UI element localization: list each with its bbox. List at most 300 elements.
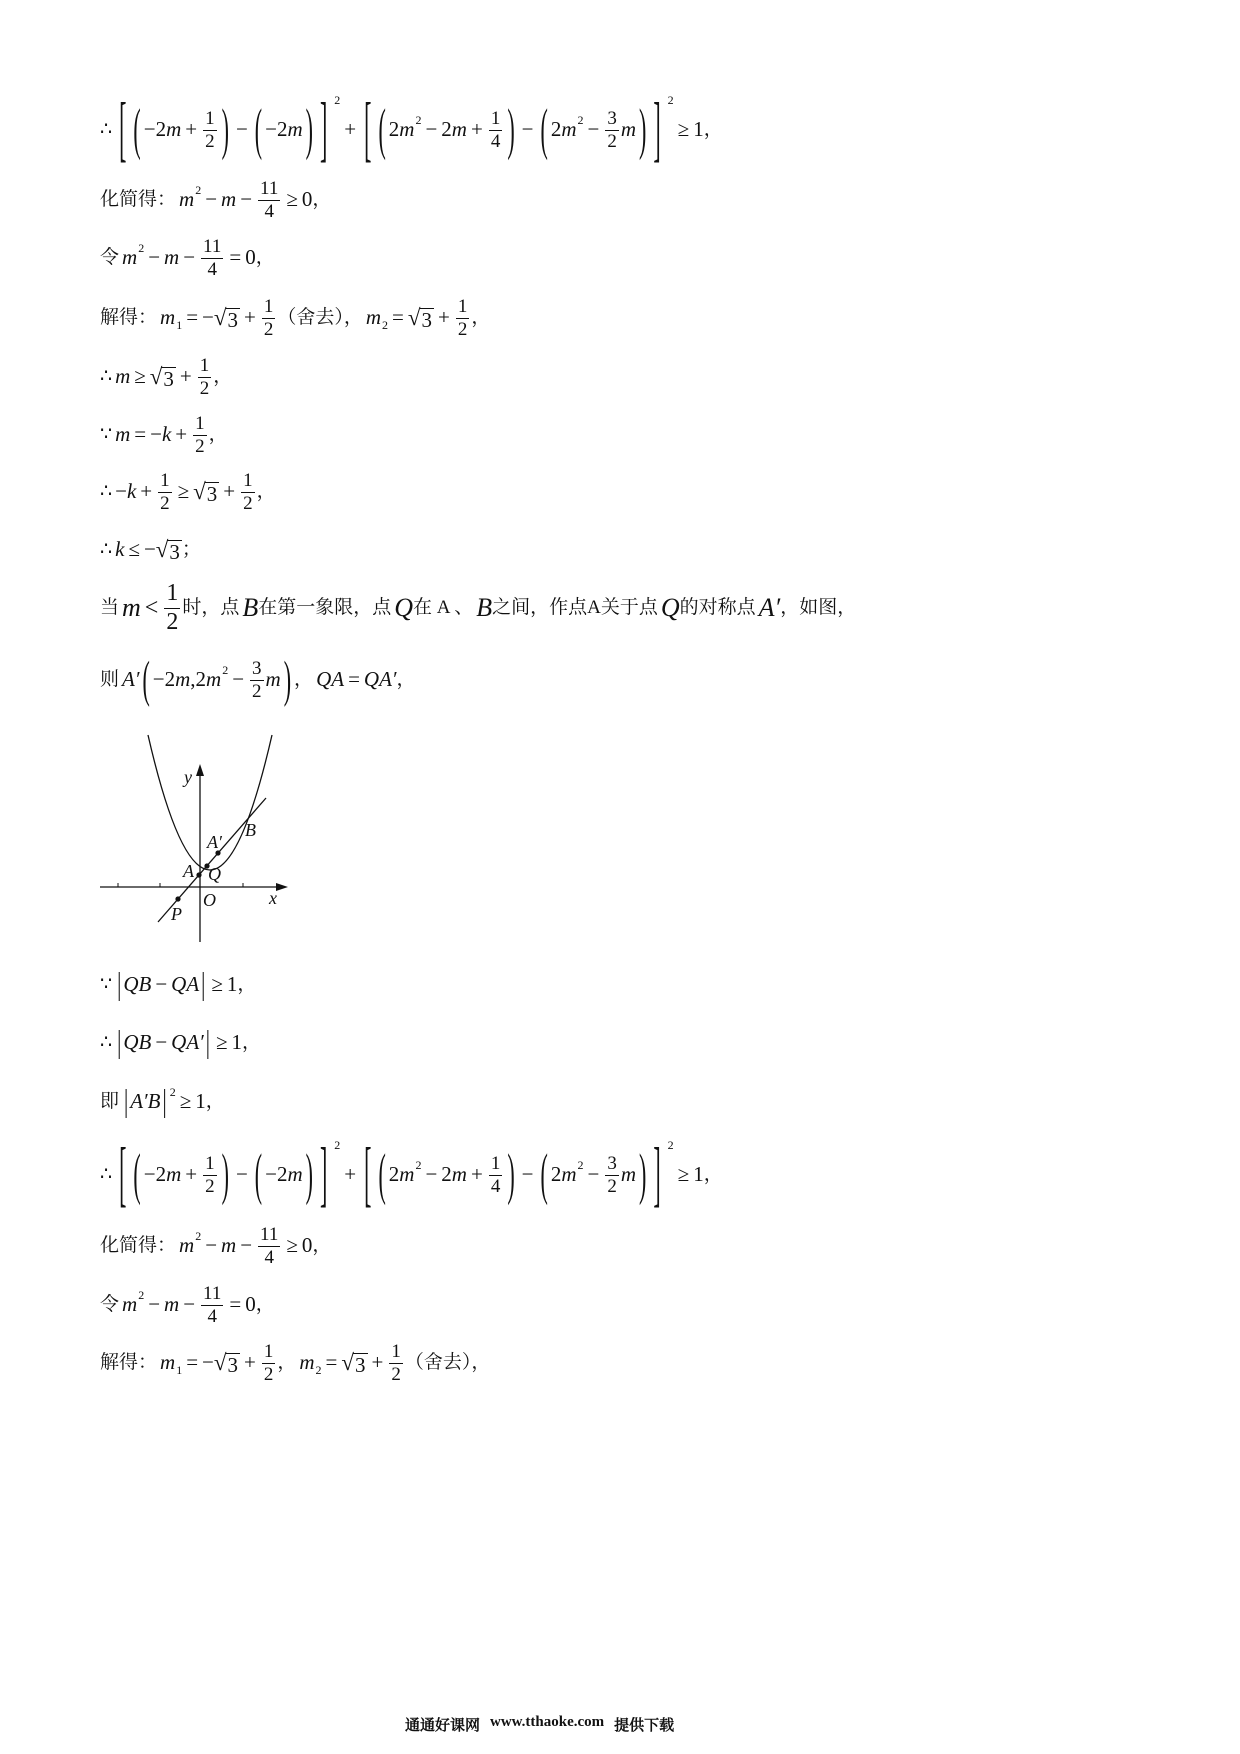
math-operator: − <box>232 667 245 692</box>
math-operator: + <box>470 117 483 142</box>
square-root <box>214 305 240 330</box>
origin-label: O <box>203 890 216 910</box>
text-run: ； <box>181 538 201 560</box>
superscript: 2 <box>334 92 341 107</box>
solution-line-1 <box>100 86 726 170</box>
math-operator: + <box>185 117 198 142</box>
math-symbol: − <box>150 422 162 447</box>
math-operator: − <box>183 245 196 270</box>
math-operator: + <box>438 305 450 330</box>
radicand: 3 <box>355 1352 366 1377</box>
math-variable: m <box>115 422 131 447</box>
math-operator: ≥ <box>677 1162 690 1187</box>
denominator: 2 <box>607 1175 617 1197</box>
math-variable: m <box>399 117 415 142</box>
math-operator: = <box>392 305 404 330</box>
text-run: ， <box>703 118 723 140</box>
denominator: 2 <box>199 377 210 399</box>
math-symbol: 1 <box>226 972 238 997</box>
radicand: 3 <box>227 1352 238 1377</box>
math-operator: + <box>344 1162 357 1187</box>
math-variable: m <box>221 1233 237 1258</box>
fraction <box>164 580 180 636</box>
point-b-label: B <box>245 820 256 840</box>
superscript: 2 <box>195 1228 202 1243</box>
radicand: 3 <box>163 366 174 391</box>
math-operator: ≥ <box>179 1089 192 1114</box>
text-run: 即 <box>100 1090 120 1112</box>
math-variable: k <box>161 422 172 447</box>
superscript: 2 <box>415 1157 422 1172</box>
footer-site-name: 通通好课网 <box>405 1718 481 1734</box>
square-bracket: [ <box>364 86 372 169</box>
fraction <box>203 108 217 153</box>
math-symbol: 2 <box>441 1162 452 1187</box>
math-operator: ≥ <box>286 1233 298 1258</box>
fraction <box>489 1153 503 1198</box>
math-symbol: 0 <box>301 187 313 212</box>
subscript: 1 <box>176 1362 183 1377</box>
math-variable: m <box>265 667 281 692</box>
text-run: 解得： <box>100 306 158 328</box>
math-symbol: − <box>115 479 127 504</box>
math-symbol: 2 <box>550 117 562 142</box>
solution-line-3 <box>100 228 278 288</box>
radical-sign: √ <box>213 305 227 331</box>
math-variable: m <box>122 245 138 270</box>
denominator: 4 <box>490 1175 501 1197</box>
solution-line-14 <box>100 1131 726 1215</box>
numerator: 1 <box>490 1152 501 1174</box>
parenthesis: ( <box>378 1140 386 1206</box>
x-axis-label: x <box>269 888 277 908</box>
square-root <box>156 537 182 562</box>
math-variable: m <box>620 117 636 142</box>
math-symbol: −2 <box>143 117 167 142</box>
fraction <box>193 413 207 458</box>
text-run: 的对称点 <box>679 596 756 618</box>
math-variable: k <box>115 537 125 562</box>
parenthesis: ) <box>221 1140 229 1206</box>
superscript: 2 <box>577 112 584 127</box>
superscript: 2 <box>667 1137 674 1152</box>
math-variable: m <box>561 117 577 142</box>
math-variable: m <box>221 187 237 212</box>
numerator: 3 <box>607 1152 617 1174</box>
text-run: 令 <box>100 246 120 268</box>
text-run: 令 <box>100 1293 120 1315</box>
math-operator: = <box>229 245 242 270</box>
denominator: 2 <box>263 1363 274 1385</box>
math-operator: − <box>425 1162 438 1187</box>
math-operator: − <box>587 1162 600 1187</box>
solution-line-6 <box>100 405 231 465</box>
denominator: 2 <box>195 435 205 457</box>
math-operator: = <box>229 1292 242 1317</box>
math-operator: + <box>244 305 256 330</box>
fraction <box>258 1224 280 1269</box>
math-symbol: − <box>202 1350 214 1375</box>
denominator: 2 <box>205 1175 215 1197</box>
math-symbol: 2 <box>550 1162 562 1187</box>
math-operator: − <box>240 1233 253 1258</box>
math-symbol: 0 <box>301 1233 313 1258</box>
solution-line-17 <box>100 1333 493 1393</box>
math-operator: = <box>325 1350 338 1375</box>
superscript: 2 <box>577 1157 584 1172</box>
text-run: 之间，作点A关于点 <box>492 596 658 618</box>
math-operator: − <box>183 1292 196 1317</box>
numerator: 1 <box>457 295 468 317</box>
parenthesis: ( <box>254 1140 263 1206</box>
math-variable: m <box>166 1162 182 1187</box>
text-run: ， <box>277 1351 297 1373</box>
text-run: ， <box>255 246 275 268</box>
math-variable: m <box>299 1350 315 1375</box>
function-graph-figure <box>95 730 295 950</box>
superscript: 2 <box>222 662 229 677</box>
math-symbol: − <box>143 537 156 562</box>
numerator: 11 <box>260 177 279 199</box>
math-variable: QA <box>316 667 345 692</box>
fraction <box>605 1153 619 1198</box>
denominator: 2 <box>263 318 274 340</box>
math-operator: = <box>348 667 360 692</box>
math-symbol: − <box>202 305 214 330</box>
solution-line-12 <box>100 1013 264 1073</box>
fraction <box>262 296 276 341</box>
math-operator: − <box>148 1292 161 1317</box>
numerator: 1 <box>205 1152 215 1174</box>
absolute-value-bar: | <box>124 1083 129 1120</box>
math-variable: QB <box>123 1030 152 1055</box>
math-variable: A′ <box>122 667 140 692</box>
text-run: （舍去）， <box>277 306 363 328</box>
text-run: ， <box>242 1031 262 1053</box>
text-run: ∴ <box>100 365 113 387</box>
math-variable: m <box>175 667 191 692</box>
absolute-value-bar: | <box>205 1024 210 1061</box>
square-bracket: ] <box>653 86 661 169</box>
square-root <box>341 1350 367 1375</box>
text-run: ， <box>471 306 491 328</box>
absolute-value-bar: | <box>117 966 122 1003</box>
math-operator: < <box>144 594 159 621</box>
fraction <box>203 1153 217 1198</box>
square-bracket: [ <box>119 1131 127 1214</box>
math-variable: A′B <box>130 1089 161 1114</box>
math-symbol: 1 <box>195 1089 206 1114</box>
fraction <box>389 1341 403 1386</box>
superscript: 2 <box>138 1287 145 1302</box>
denominator: 4 <box>490 130 501 152</box>
radical-sign: √ <box>213 1350 227 1376</box>
math-variable: QA′ <box>171 1030 204 1055</box>
math-operator: + <box>185 1162 198 1187</box>
math-symbol: 0 <box>245 245 256 270</box>
point-a-label: A <box>183 861 194 881</box>
radical-sign: √ <box>155 537 169 563</box>
point-a <box>196 872 201 877</box>
point-p-label: P <box>171 904 182 924</box>
math-operator: − <box>205 1233 218 1258</box>
numerator: 11 <box>260 1223 279 1245</box>
math-variable: m <box>160 1350 176 1375</box>
math-operator: + <box>179 364 192 389</box>
denominator: 4 <box>207 258 217 280</box>
text-run: ， <box>237 973 257 995</box>
text-run: 解得： <box>100 1351 158 1373</box>
parenthesis: ) <box>507 1140 515 1206</box>
math-variable: QA′ <box>363 667 397 692</box>
text-run: ， <box>256 480 276 502</box>
fraction <box>198 355 212 400</box>
denominator: 2 <box>252 680 262 702</box>
math-variable: m <box>561 1162 577 1187</box>
math-operator: ≥ <box>211 972 223 997</box>
numerator: 1 <box>243 469 253 491</box>
math-operator: + <box>223 479 236 504</box>
text-run: 化简得： <box>100 1234 177 1256</box>
math-operator: + <box>344 117 357 142</box>
math-operator: + <box>470 1162 483 1187</box>
denominator: 2 <box>160 492 170 514</box>
math-variable: m <box>122 1292 138 1317</box>
numerator: 3 <box>252 657 262 679</box>
math-operator: + <box>140 479 153 504</box>
solution-line-2 <box>100 170 334 230</box>
text-run: ， <box>312 188 332 210</box>
math-symbol: 2 <box>195 667 207 692</box>
radical-sign: √ <box>193 479 206 505</box>
point-q-label: Q <box>208 864 221 884</box>
point-p <box>175 896 180 901</box>
denominator: 2 <box>166 608 179 635</box>
numerator: 1 <box>164 580 180 609</box>
text-run: ，如图， <box>780 596 857 618</box>
math-operator: + <box>371 1350 384 1375</box>
math-variable: m <box>179 1233 195 1258</box>
math-variable: m <box>160 305 176 330</box>
text-run: ∴ <box>100 1031 113 1053</box>
text-run: ， <box>255 1293 275 1315</box>
text-run: ， <box>703 1163 723 1185</box>
fraction <box>250 658 264 703</box>
denominator: 4 <box>264 200 274 222</box>
math-symbol: 1 <box>231 1030 242 1055</box>
page-footer <box>405 1714 674 1735</box>
math-symbol: 2 <box>388 1162 400 1187</box>
x-axis-arrow <box>276 883 288 891</box>
math-operator: − <box>155 972 168 997</box>
math-symbol: 2 <box>388 117 400 142</box>
text-run: ， <box>312 1234 332 1256</box>
solution-line-5 <box>100 347 235 407</box>
numerator: 1 <box>263 1340 274 1362</box>
math-operator: − <box>235 117 248 142</box>
fraction <box>456 296 470 341</box>
math-operator: ≥ <box>177 479 190 504</box>
math-operator: + <box>175 422 188 447</box>
math-variable: m <box>399 1162 415 1187</box>
text-run: 化简得： <box>100 188 177 210</box>
fraction <box>201 236 223 281</box>
text-run: ， <box>396 668 416 690</box>
square-bracket: ] <box>653 1131 661 1214</box>
numerator: 1 <box>195 412 205 434</box>
square-root <box>193 479 219 504</box>
fraction <box>262 1341 276 1386</box>
parenthesis: ( <box>254 95 263 161</box>
math-operator: − <box>587 117 600 142</box>
math-symbol: 1 <box>693 117 704 142</box>
denominator: 2 <box>391 1363 401 1385</box>
fraction <box>158 470 172 515</box>
fraction <box>241 470 255 515</box>
math-operator: − <box>240 187 253 212</box>
fraction <box>605 108 619 153</box>
square-bracket: [ <box>119 86 127 169</box>
denominator: 4 <box>207 1305 217 1327</box>
math-variable: m <box>365 305 382 330</box>
math-operator: ≥ <box>677 117 690 142</box>
parenthesis: ( <box>133 1140 141 1206</box>
math-operator: − <box>235 1162 248 1187</box>
parenthesis: ( <box>378 95 386 161</box>
math-variable: m <box>166 117 182 142</box>
math-operator: − <box>425 117 438 142</box>
point-a-prime-label: A′ <box>207 832 222 852</box>
denominator: 4 <box>264 1246 274 1268</box>
math-symbol: −2 <box>265 1162 288 1187</box>
math-operator: = <box>134 422 147 447</box>
math-operator: = <box>186 1350 199 1375</box>
math-variable: m <box>451 1162 467 1187</box>
solution-line-10 <box>100 645 419 715</box>
math-operator: ≥ <box>134 364 146 389</box>
absolute-value-bar: | <box>201 966 206 1003</box>
text-run: ， <box>213 365 233 387</box>
math-operator: − <box>155 1030 168 1055</box>
numerator: 11 <box>203 235 222 257</box>
text-run: ， <box>205 1090 225 1112</box>
math-operator: ≥ <box>286 187 298 212</box>
solution-line-8 <box>100 520 204 580</box>
solution-line-4 <box>100 288 493 348</box>
subscript: 1 <box>176 317 183 332</box>
y-axis-arrow <box>196 764 204 776</box>
math-symbol: −2 <box>143 1162 167 1187</box>
math-variable: m <box>451 117 467 142</box>
math-variable: A′ <box>758 593 781 623</box>
radicand: 3 <box>206 481 218 506</box>
denominator: 2 <box>607 130 617 152</box>
square-root <box>408 305 434 330</box>
y-axis-label: y <box>184 767 192 787</box>
radical-sign: √ <box>407 305 421 331</box>
text-run: ， <box>294 668 314 690</box>
parenthesis: ) <box>507 95 515 161</box>
superscript: 2 <box>169 1084 176 1099</box>
text-run: 在 A 、 <box>413 596 474 618</box>
text-run: 则 <box>100 668 120 690</box>
text-run: ， <box>208 423 228 445</box>
square-root <box>150 364 176 389</box>
text-run: （舍去）， <box>404 1351 491 1373</box>
text-run: 时，点 <box>182 596 240 618</box>
square-bracket: ] <box>319 1131 328 1214</box>
parenthesis: ) <box>305 95 313 161</box>
solution-line-9 <box>100 578 859 638</box>
radicand: 3 <box>227 307 238 332</box>
solution-line-11 <box>100 955 259 1015</box>
parenthesis: ( <box>540 95 548 161</box>
math-variable: m <box>115 364 131 389</box>
solution-line-13 <box>100 1072 228 1132</box>
math-symbol: 1 <box>693 1162 704 1187</box>
numerator: 1 <box>160 469 170 491</box>
text-run: ∴ <box>100 118 113 140</box>
numerator: 3 <box>607 107 617 129</box>
math-symbol: 0 <box>245 1292 256 1317</box>
radicand: 3 <box>169 539 180 564</box>
parenthesis: ( <box>142 649 150 708</box>
math-variable: B <box>476 593 493 623</box>
math-variable: k <box>126 479 137 504</box>
text-run: 当 <box>100 596 120 618</box>
absolute-value-bar: | <box>162 1083 167 1120</box>
subscript: 2 <box>382 317 389 332</box>
math-variable: Q <box>660 593 680 623</box>
math-variable: B <box>242 593 259 623</box>
math-operator: − <box>205 187 218 212</box>
absolute-value-bar: | <box>117 1024 122 1061</box>
subscript: 2 <box>315 1362 322 1377</box>
solution-line-15 <box>100 1216 334 1276</box>
numerator: 1 <box>391 1340 401 1362</box>
math-operator: − <box>521 1162 534 1187</box>
fraction <box>489 108 503 153</box>
fraction <box>258 178 280 223</box>
solution-line-7 <box>100 462 279 522</box>
superscript: 2 <box>195 182 202 197</box>
parenthesis: ( <box>540 1140 548 1206</box>
math-operator: + <box>244 1350 256 1375</box>
math-variable: QB <box>123 972 152 997</box>
fraction <box>201 1283 223 1328</box>
square-root <box>214 1350 240 1375</box>
parenthesis: ( <box>133 95 141 161</box>
math-variable: m <box>122 593 141 623</box>
math-symbol: 2 <box>441 117 452 142</box>
math-variable: m <box>164 1292 180 1317</box>
numerator: 1 <box>199 354 210 376</box>
numerator: 1 <box>205 107 215 129</box>
text-run: ∴ <box>100 538 113 560</box>
math-variable: QA <box>171 972 200 997</box>
math-operator: ≤ <box>128 537 140 562</box>
superscript: 2 <box>334 1137 341 1152</box>
parenthesis: ) <box>305 1140 313 1206</box>
superscript: 2 <box>667 92 674 107</box>
superscript: 2 <box>138 240 145 255</box>
numerator: 1 <box>263 295 274 317</box>
text-run: ∴ <box>100 1163 113 1185</box>
radicand: 3 <box>421 307 432 332</box>
text-run: ∴ <box>100 480 113 502</box>
square-bracket: [ <box>364 1131 372 1214</box>
radical-sign: √ <box>341 1350 354 1376</box>
